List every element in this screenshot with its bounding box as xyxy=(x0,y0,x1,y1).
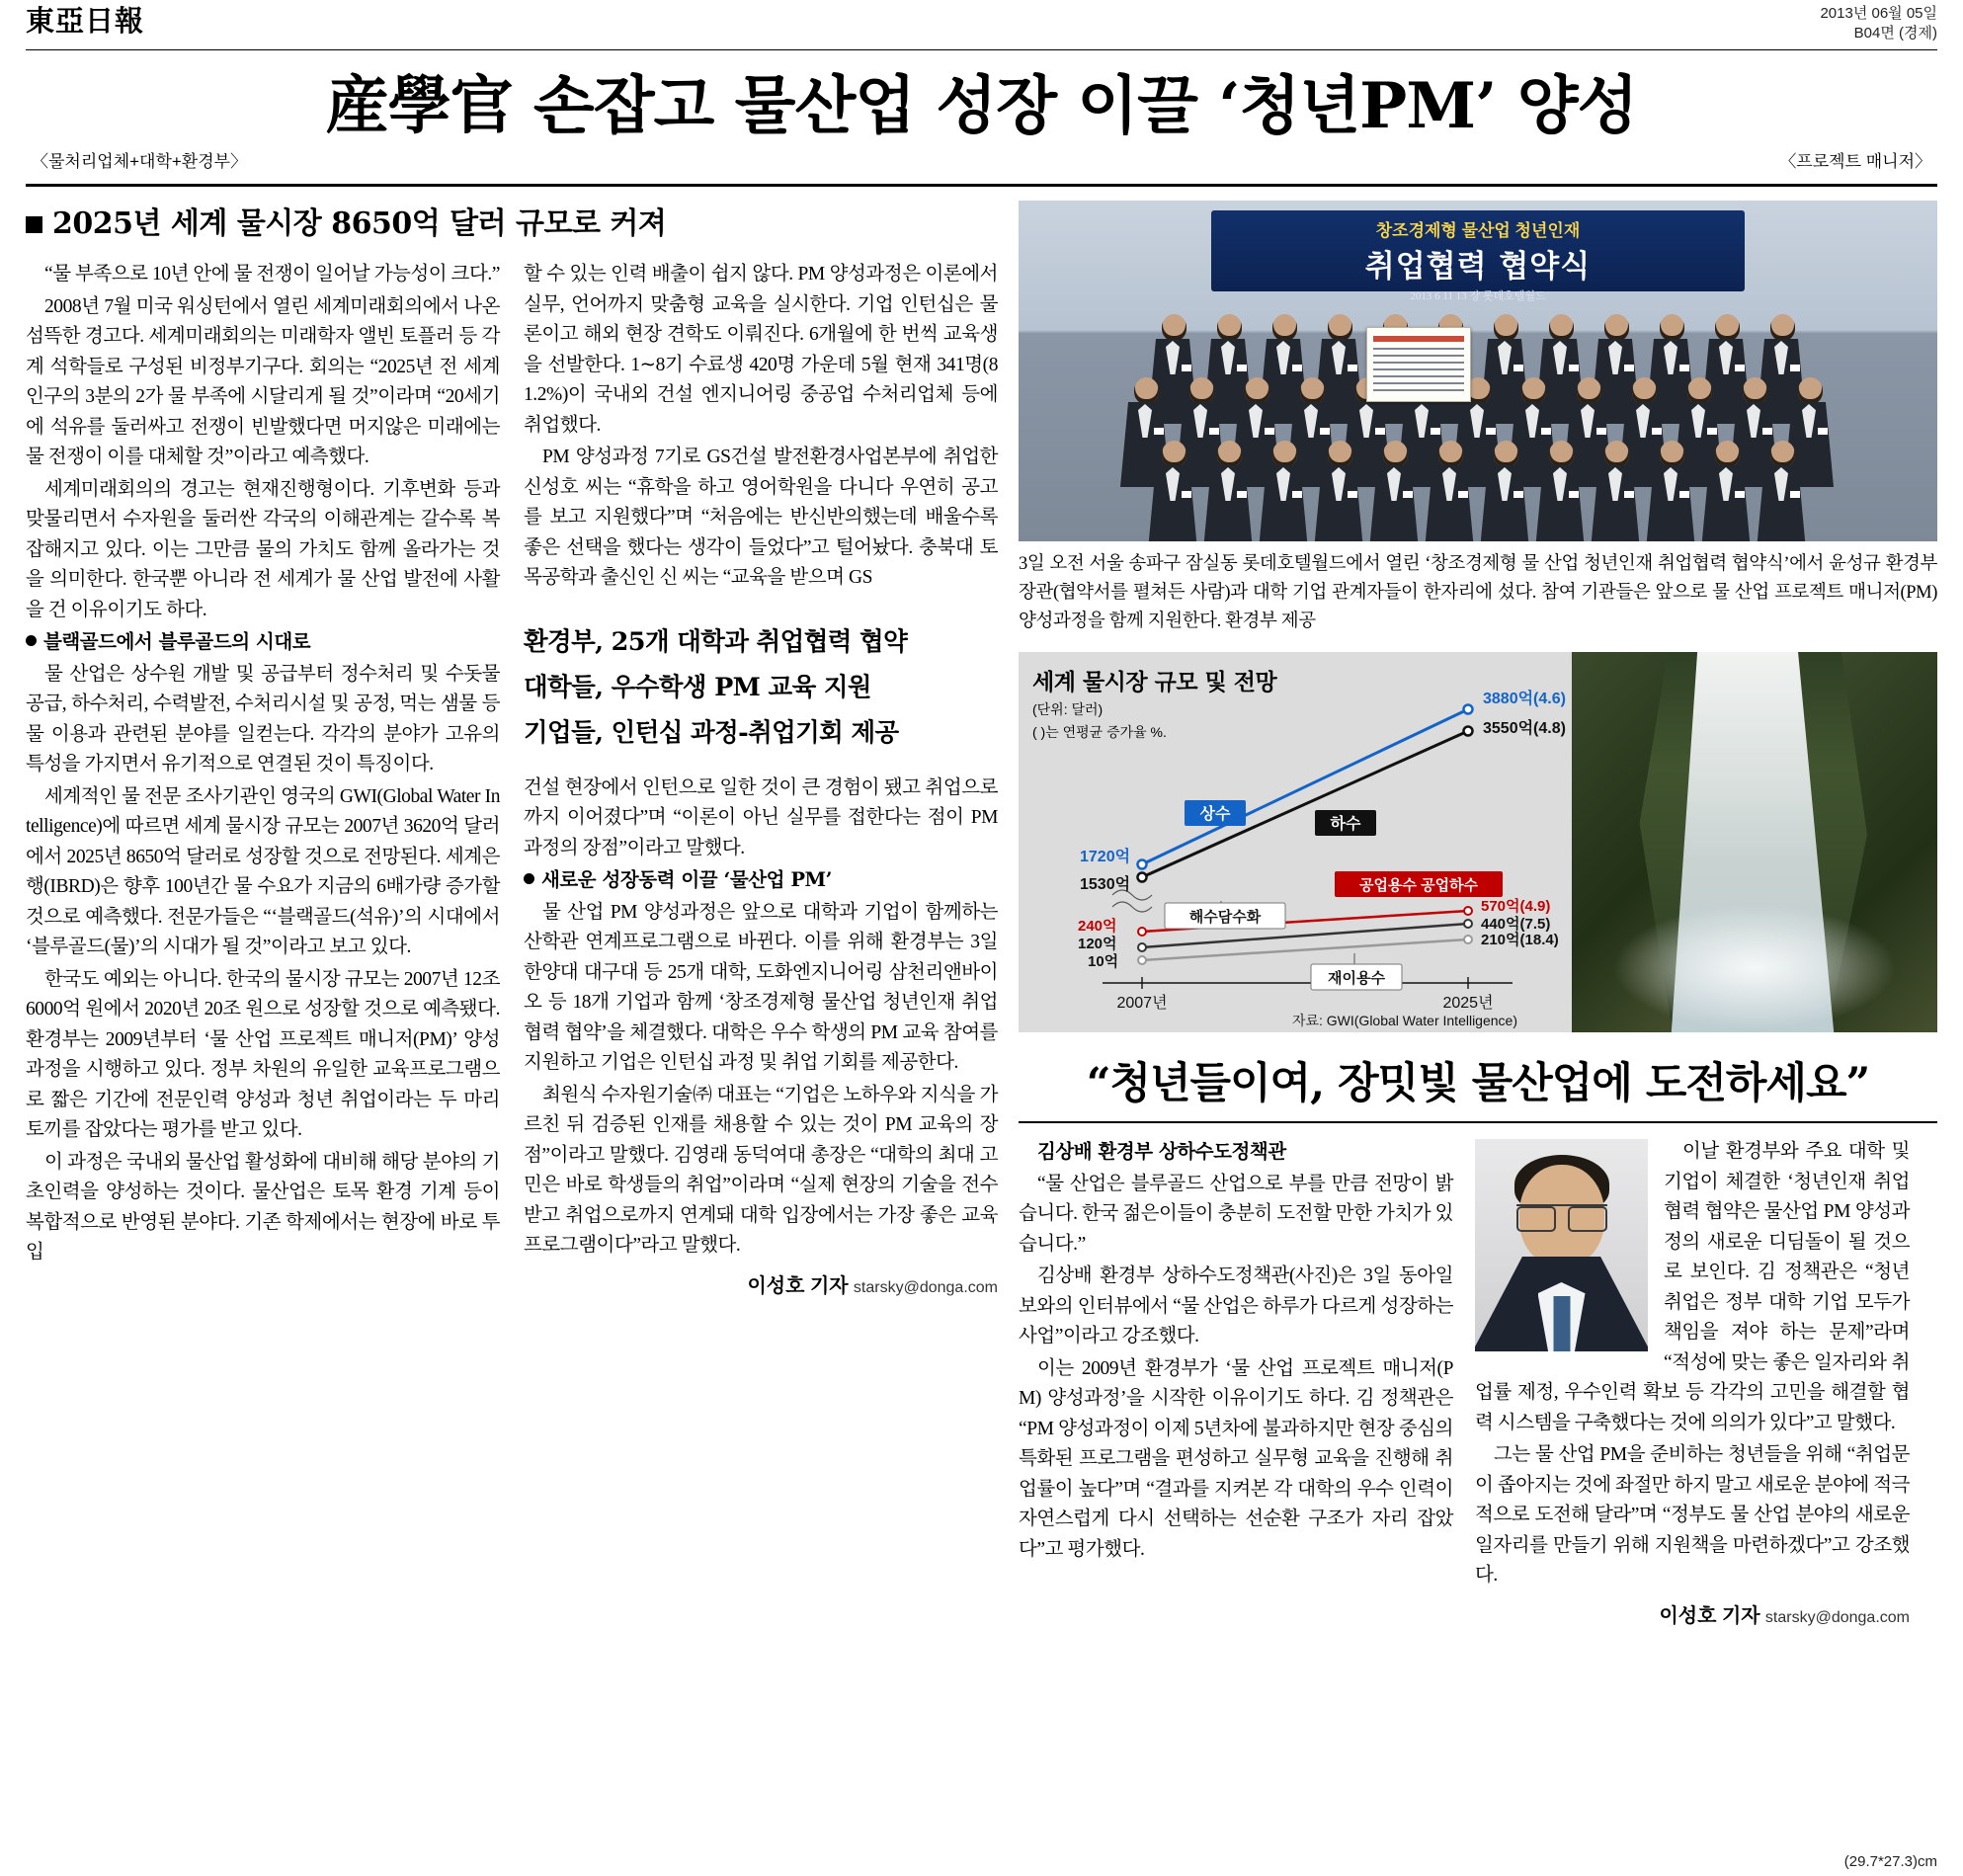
masthead xyxy=(26,0,1937,47)
banner-top-text: 창조경제형 물산업 청년인재 xyxy=(1375,221,1581,240)
chart-unit-2: ( )는 연평균 증가율 %. xyxy=(1032,724,1167,740)
feature-byline xyxy=(1475,1599,1910,1628)
water-market-chart xyxy=(1019,652,1572,1032)
round-bullet-icon xyxy=(26,635,37,646)
feature-column-1 xyxy=(1019,1137,1453,1628)
article-zone xyxy=(26,201,999,1628)
paragraph: 세계적인 물 전문 조사기관인 영국의 GWI(Global Water Intelligence)에 따르면 세계 물시장 규모는 2007년 3620억 달러에서 2025년 8650억 달러로 성장할 것으로 전망된다. 세계은행(IBRD)은 향후 100년간 물 수요가 지금의 6배가량 증가할 것으로 예측했다. 전문가들은 “‘블랙골드(석유)’의 시대에서 ‘블루골드(물)’의 시대가 될 것”이라고 보고 있다. xyxy=(26,785,500,957)
paragraph: 세계미래회의의 경고는 현재진행형이다. 기후변화 등과 맞물리면서 수자원을 둘러싼 각국의 이해관계는 갈수록 복잡해지고 있다. 이는 그만큼 물의 가치도 함께 올라가는 것을 의미한다. 한국뿐 아니라 전 세계가 물 산업 발전에 사활을 건 이유이기도 하다. xyxy=(26,478,500,620)
interviewee-portrait xyxy=(1475,1139,1648,1351)
article-deck xyxy=(524,619,998,756)
banner-main-text: 취업협력 협약식 xyxy=(1364,249,1592,285)
deck-line: 환경부, 25개 대학과 취업협력 협약 xyxy=(524,626,908,657)
chart-plot xyxy=(1019,652,1572,1032)
byline-email: starsky@donga.com xyxy=(853,1278,998,1296)
content-area xyxy=(26,201,1937,1628)
chart-series-industrial: 공업용수 공업하수 xyxy=(1358,877,1479,894)
headline-note-left: 〈물처리업체+대학+환경부〉 xyxy=(32,152,248,171)
paragraph: 그는 물 산업 PM을 준비하는 청년들을 위해 “취업문이 좁아지는 것에 좌절만 하지 말고 새로운 분야에 적극적으로 도전해 달라”며 “정부도 물 산업 분야의 새로운 일자리를 만들기 위해 지원책을 마련하겠다”고 강조했다. xyxy=(1475,1444,1910,1586)
chart-label-sangsu-end: 3880억(4.6) xyxy=(1483,691,1566,707)
paragraph: PM 양성과정 7기로 GS건설 발전환경사업본부에 취업한 신성호 씨는 “휴학을 하고 영어학원을 다니다 우연히 공고를 보고 지원했다”며 “처음에는 반신반의했는데 배울수록 좋은 선택을 했다는 생각이 들었다”고 털어놨다. 충북대 토목공학과 출신인 신 씨는 “교육을 받으며 GS xyxy=(524,447,998,588)
interviewee-name: 김상배 환경부 상하수도정책관 xyxy=(1037,1140,1286,1163)
section-kicker xyxy=(26,206,999,242)
feature-title: “청년들이여, 장밋빛 물산업에 도전하세요” xyxy=(1086,1059,1870,1108)
byline-name: 이성호 기자 xyxy=(1659,1604,1760,1627)
feature-divider xyxy=(1019,1121,1937,1123)
waterfall-spray xyxy=(1608,903,1901,1032)
banner-sub-text: 2013 6 11 13 장 롯데호텔월드 xyxy=(1410,290,1546,302)
paragraph: 이날 환경부와 주요 대학 및 기업이 체결한 ‘청년인재 취업협력 협약은 물산업 PM 양성과정의 새로운 디딤돌이 될 것으로 보인다. 김 정책관은 “청년취업은 정부 대학 기업 모두가 책임을 져야 하는 문제”라며 “적성에 맞는 좋은 일자리와 취업률 제정, 우수인력 확보 등 각각의 고민을 해결할 협력 시스템을 구축했다는 것에 의의가 있다”고 말했다. xyxy=(1475,1141,1910,1433)
chart-unit-1: (단위: 달러) xyxy=(1032,701,1104,717)
square-bullet-icon xyxy=(26,216,42,233)
chart-label-hasu-end: 3550억(4.8) xyxy=(1483,720,1566,737)
media-zone xyxy=(1019,201,1937,1628)
kicker-text: 2025년 세계 물시장 8650억 달러 규모로 커져 xyxy=(52,206,667,241)
paragraph: 물 산업은 상수원 개발 및 공급부터 정수처리 및 수돗물 공급, 하수처리, 수력발전, 수처리시설 및 공정, 먹는 샘물 등 물 이용과 관련된 분야를 일컫는다. 각각의 분야가 고유의 특성을 가지면서 유기적으로 연결된 것이 특징이다. xyxy=(26,663,500,775)
article-columns xyxy=(26,260,999,1298)
article-subhead xyxy=(26,627,500,658)
chart-title: 세계 물시장 규모 및 전망 xyxy=(1032,669,1277,695)
byline-email: starsky@donga.com xyxy=(1764,1608,1910,1626)
page-footnote: (29.7*27.3)cm xyxy=(1843,1853,1937,1870)
chart-series-hasu: 하수 xyxy=(1330,816,1361,833)
round-bullet-icon xyxy=(524,873,534,884)
paragraph: “물 산업은 블루골드 산업으로 부를 만큼 전망이 밝습니다. 한국 젊은이들이 충분히 도전할 만한 가치가 있습니다.” xyxy=(1019,1173,1453,1255)
chart-label-ind-start: 240억 xyxy=(1078,918,1117,935)
deck-line: 대학들, 우수학생 PM 교육 지원 xyxy=(524,672,871,702)
chart-label-ind-end: 570억(4.9) xyxy=(1481,898,1551,915)
chart-xtick-2025: 2025년 xyxy=(1442,995,1494,1012)
paragraph: 건설 현장에서 인턴으로 일한 것이 큰 경험이 됐고 취업으로까지 이어졌다”며 “이론이 아닌 실무를 접한다는 점이 PM 과정의 장점”이라고 말했다. xyxy=(524,776,998,858)
portrait-tie xyxy=(1553,1296,1570,1351)
chart-series-desalination: 해수담수화 xyxy=(1188,909,1262,926)
photo-caption: 3일 오전 서울 송파구 잠실동 롯데호텔월드에서 열린 ‘창조경제형 물 산업 청년인재 취업협력 협약식’에서 윤성규 환경부 장관(협약서를 펼쳐든 사람)과 대학 기업 관계자들이 한자리에 섰다. 참여 기관들은 앞으로 물 산업 프로젝트 매니저(PM) 양성과정을 함께 지원한다. 환경부 제공 xyxy=(1019,554,1937,631)
feature-column-2 xyxy=(1475,1137,1910,1628)
chart-xtick-2007: 2007년 xyxy=(1116,995,1168,1012)
chart-label-desal-end: 440억(7.5) xyxy=(1481,916,1551,933)
feature-body xyxy=(1019,1137,1937,1628)
paragraph: 물 산업 PM 양성과정은 앞으로 대학과 기업이 함께하는 산학관 연계프로그램으로 바뀐다. 이를 위해 환경부는 3일 한양대 대구대 등 25개 대학, 도화엔지니어링 삼천리앤바이오 등 18개 기업과 함께 ‘창조경제형 물산업 청년인재 취업협력 협약’을 체결했다. 대학은 우수 학생의 PM 교육 참여를 지원하고 기업은 인턴십 과정 및 취업 기회를 제공한다. xyxy=(524,901,998,1073)
headline-block xyxy=(26,50,1937,172)
subhead-text: 블랙골드에서 블루골드의 시대로 xyxy=(43,630,311,653)
main-photo xyxy=(1019,201,1937,541)
headline-note-right: 〈프로젝트 매니저〉 xyxy=(1779,152,1931,171)
masthead-meta xyxy=(1820,4,1937,43)
subhead-text: 새로운 성장동력 이끌 ‘물산업 PM’ xyxy=(541,868,833,891)
paragraph: “물 부족으로 10년 안에 물 전쟁이 일어날 가능성이 크다.” xyxy=(44,264,500,285)
article-subhead xyxy=(524,865,998,896)
paragraph: 김상배 환경부 상하수도정책관(사진)은 3일 동아일보와의 인터뷰에서 “물 산업은 하루가 다르게 성장하는 사업”이라고 강조했다. xyxy=(1019,1265,1453,1346)
article-column-2 xyxy=(524,260,998,1298)
page-title: 産學官 손잡고 물산업 성장 이끌 ‘청년PM’ 양성 xyxy=(325,69,1638,143)
agreement-document xyxy=(1366,327,1471,402)
event-banner xyxy=(1211,210,1745,302)
chart-source: 자료: GWI(Global Water Intelligence) xyxy=(1291,1013,1517,1028)
publish-date: 2013년 06월 05일 xyxy=(1820,5,1937,22)
paragraph: 이는 2009년 환경부가 ‘물 산업 프로젝트 매니저(PM) 양성과정’을 시작한 이유이기도 하다. 김 정책관은 “PM 양성과정이 이제 5년차에 불과하지만 현장 중심의 특화된 프로그램을 편성하고 실무형 교육을 진행해 취업률이 높다”며 “결과를 지켜본 각 대학의 우수 인력이 자연스럽게 다시 선택하는 선순환 구조가 자리 잡았다”고 평가했다. xyxy=(1019,1357,1453,1560)
article-column-1 xyxy=(26,260,500,1298)
chart-label-hasu-start: 1530억 xyxy=(1080,876,1131,893)
paragraph: 2008년 7월 미국 워싱턴에서 열린 세계미래회의에서 나온 섬뜩한 경고다. 세계미래회의는 미래학자 앨빈 토플러 등 각계 석학들로 구성된 비정부기구다. 회의는 “2025년 전 세계 인구의 3분의 2가 물 부족에 시달리게 될 것”이라며 “20세기에 석유를 둘러싸고 전쟁이 빈발했다면 머지않은 미래에는 물 전쟁이 이를 대체할 것”이라고 예측했다. xyxy=(26,295,500,467)
paragraph: 이 과정은 국내외 물산업 활성화에 대비해 해당 분야의 기초인력을 양성하는 것이다. 물산업은 토목 환경 기계 등이 복합적으로 반영된 분야다. 기존 학제에서는 현장에 바로 투입 xyxy=(26,1151,500,1263)
waterfall-photo xyxy=(1572,652,1937,1032)
photo-crowd xyxy=(1019,314,1937,541)
chart-label-sangsu-start: 1720억 xyxy=(1080,849,1131,865)
headline-notes xyxy=(26,147,1937,172)
byline-name: 이성호 기자 xyxy=(747,1274,849,1297)
chart-series-sangsu: 상수 xyxy=(1199,806,1231,823)
chart-label-reuse-end: 210억(18.4) xyxy=(1481,932,1559,948)
chart-and-photo-row xyxy=(1019,652,1937,1032)
paragraph: 한국도 예외는 아니다. 한국의 물시장 규모는 2007년 12조6000억 원에서 2020년 20조 원으로 성장할 것으로 예측됐다. 환경부는 2009년부터 ‘물 산업 프로젝트 매니저(PM)’ 양성과정을 시행하고 있다. 정부 차원의 유일한 교육프로그램으로 짧은 기간에 전문인력 양성과 청년 취업이라는 두 마리 토끼를 잡았다는 평가를 받고 있다. xyxy=(26,968,500,1140)
paragraph: 최원식 수자원기술㈜ 대표는 “기업은 노하우와 지식을 가르친 뒤 검증된 인재를 채용할 수 있는 것이 PM 교육의 장점”이라고 말했다. 김영래 동덕여대 총장은 “대학의 최대 고민은 바로 학생들의 취업”이라며 “실제 현장의 기술을 전수받고 취업으로까지 연계돼 대학 입장에서는 가장 좋은 교육프로그램이다”라고 말했다. xyxy=(524,1084,998,1256)
glasses-icon xyxy=(1516,1204,1607,1230)
byline xyxy=(524,1269,998,1298)
headline-divider xyxy=(26,184,1937,187)
paragraph: 할 수 있는 인력 배출이 쉽지 않다. PM 양성과정은 이론에서 실무, 언어까지 맞춤형 교육을 실시한다. 기업 인턴십은 물론이고 해외 현장 견학도 이뤄진다. 6개월에 한 번씩 교육생을 선발한다. 1∼8기 수료생 420명 가운데 5월 현재 341명(81.2%)이 국내외 건설 엔지니어링 중공업 수처리업체 등에 취업했다. xyxy=(524,264,998,436)
chart-label-desal-start: 120억 xyxy=(1078,936,1117,952)
chart-series-reuse: 재이용수 xyxy=(1328,970,1385,987)
page-number: B04면 (경제) xyxy=(1853,25,1937,41)
chart-label-reuse-start: 10억 xyxy=(1088,953,1119,970)
deck-line: 기업들, 인턴십 과정-취업기회 제공 xyxy=(524,717,899,748)
masthead-logo: 東亞日報 xyxy=(26,4,145,38)
